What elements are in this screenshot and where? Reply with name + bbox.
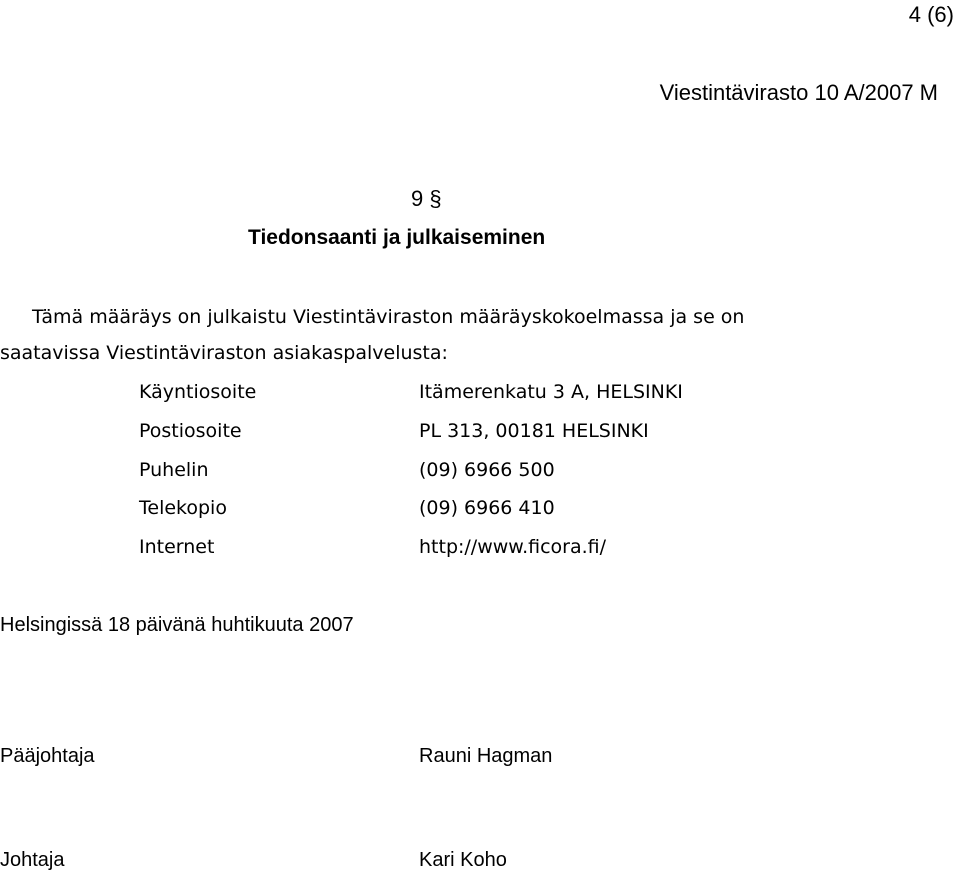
contact-value-postal-address: PL 313, 00181 HELSINKI [419,420,649,442]
body-text-line-1: Tämä määräys on julkaistu Viestintäviraston määräyskokoelmassa ja se on [32,306,745,328]
contact-label-postal-address: Postiosoite [139,420,242,442]
section-number: 9 § [411,186,442,211]
signature-name-director-general: Rauni Hagman [419,745,553,767]
signature-role-director-general: Pääjohtaja [0,745,95,767]
contact-label-internet: Internet [139,536,215,558]
section-title: Tiedonsaanti ja julkaiseminen [248,226,546,249]
contact-label-phone: Puhelin [139,459,209,481]
contact-label-visiting-address: Käyntiosoite [139,381,257,403]
body-text-line-2: saatavissa Viestintäviraston asiakaspalvelusta: [0,342,448,364]
page-number: 4 (6) [908,2,954,27]
contact-value-phone: (09) 6966 500 [419,459,555,481]
signature-name-director: Kari Koho [419,849,507,871]
contact-value-fax: (09) 6966 410 [419,497,555,519]
signature-role-director: Johtaja [0,849,65,871]
contact-label-fax: Telekopio [139,497,227,519]
contact-value-visiting-address: Itämerenkatu 3 A, HELSINKI [419,381,683,403]
date-line: Helsingissä 18 päivänä huhtikuuta 2007 [0,614,354,636]
contact-value-internet[interactable]: http://www.ficora.fi/ [419,536,607,558]
document-reference: Viestintävirasto 10 A/2007 M [659,80,938,105]
